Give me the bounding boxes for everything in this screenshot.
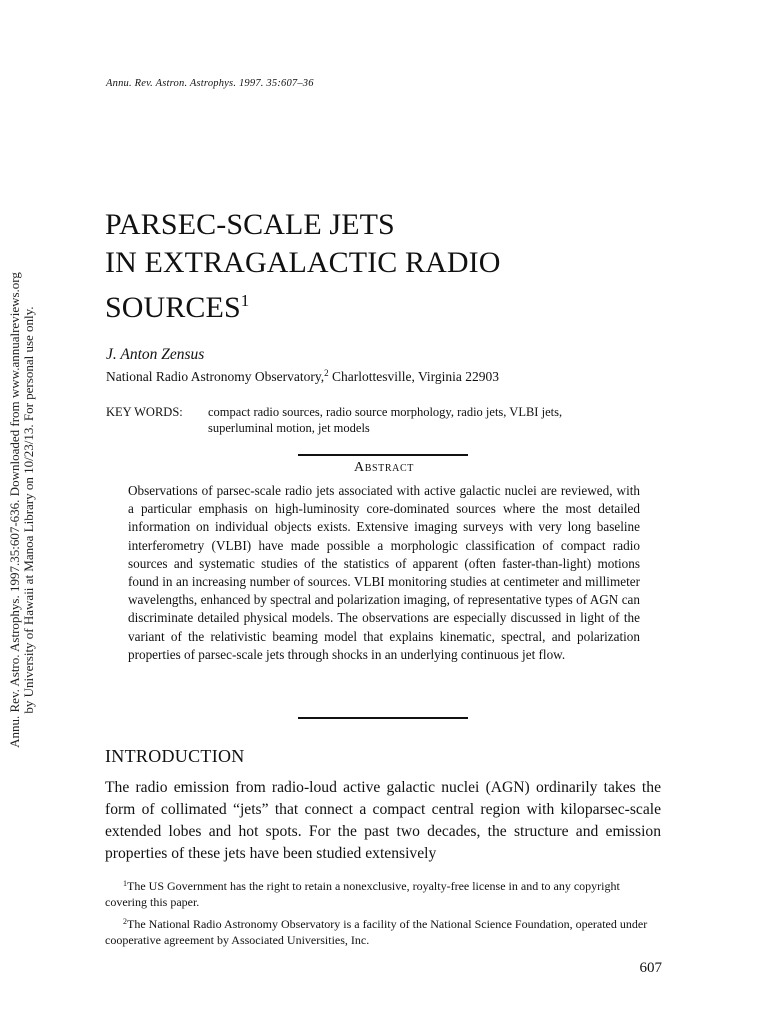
abstract-heading: Abstract: [354, 460, 414, 475]
author-name: J. Anton Zensus: [106, 346, 205, 363]
title-footnote-mark[interactable]: 1: [240, 291, 250, 310]
footnote-1-mark: 1: [123, 879, 127, 888]
abstract-top-rule: [298, 454, 468, 456]
download-notice-line-1: Annu. Rev. Astro. Astrophys. 1997.35:607-636. Downloaded from www.annualreviews.org: [7, 272, 22, 748]
abstract-text: Observations of parsec-scale radio jets associated with active galactic nuclei are reviewed, with a particular emphasis on high-luminosity core-dominated sources where the most detailed information on individual objects exists. Extensive imaging surveys with very long baseline interferometry (VLBI) have made possible a morphologic classification of compact radio sources and systematic studies of the statistics of apparent (often faster-than-light) motions found in an increasing number of sources. VLBI monitoring studies at centimeter and millimeter wavelengths, enhanced by spectral and polarization imaging, of representative types of AGN can discriminate detailed physical models. The observations are especially discussed in light of the variant of the relativistic beaming model that explains kinematic, spectral, and polarization properties of parsec-scale jets through shocks in an underlying continuous jet flow.: [128, 483, 640, 662]
affiliation-footnote-mark[interactable]: 2: [324, 368, 329, 378]
footnote-2: [105, 914, 663, 948]
footnote-1: [105, 876, 663, 910]
running-head: Annu. Rev. Astron. Astrophys. 1997. 35:607–36: [106, 78, 314, 89]
keywords-list: [208, 404, 648, 436]
footnotes: [105, 876, 663, 952]
title-line-2: IN EXTRAGALACTIC RADIO: [105, 246, 501, 279]
footnote-2-text: The National Radio Astronomy Observatory is a facility of the National Science Foundation, operated under cooperative agreement by Associated Universities, Inc.: [105, 917, 648, 947]
page-number: 607: [639, 960, 662, 976]
section-heading-introduction: INTRODUCTION: [105, 746, 245, 766]
author-affiliation: [106, 368, 499, 385]
introduction-paragraph: The radio emission from radio-loud active galactic nuclei (AGN) ordinarily takes the form of collimated “jets” that connect a compact central region with kiloparsec-scale extended lobes and hot spots. For the past two decades, the structure and emission properties of these jets have been studied extensively: [105, 779, 661, 862]
affiliation-location: Charlottesville, Virginia 22903: [328, 369, 500, 384]
download-notice: [0, 0, 44, 1024]
footnote-2-mark: 2: [123, 917, 127, 926]
title-line-1: PARSEC-SCALE JETS: [105, 208, 395, 241]
keywords-label: KEY WORDS:: [106, 405, 183, 419]
abstract-bottom-rule: [298, 717, 468, 719]
keywords-line-1: compact radio sources, radio source morphology, radio jets, VLBI jets,: [208, 405, 563, 419]
download-notice-line-2: by University of Hawaii at Manoa Library on 10/23/13. For personal use only.: [21, 306, 36, 714]
footnote-1-text: The US Government has the right to retain a nonexclusive, royalty-free license in and to any copyright covering this paper.: [105, 879, 620, 909]
download-notice-text: [8, 272, 36, 748]
article-title: [105, 206, 501, 327]
title-line-3: SOURCES: [105, 291, 241, 324]
affiliation-name: National Radio Astronomy Observatory,: [106, 369, 325, 384]
keywords-line-2: superluminal motion, jet models: [208, 421, 370, 435]
